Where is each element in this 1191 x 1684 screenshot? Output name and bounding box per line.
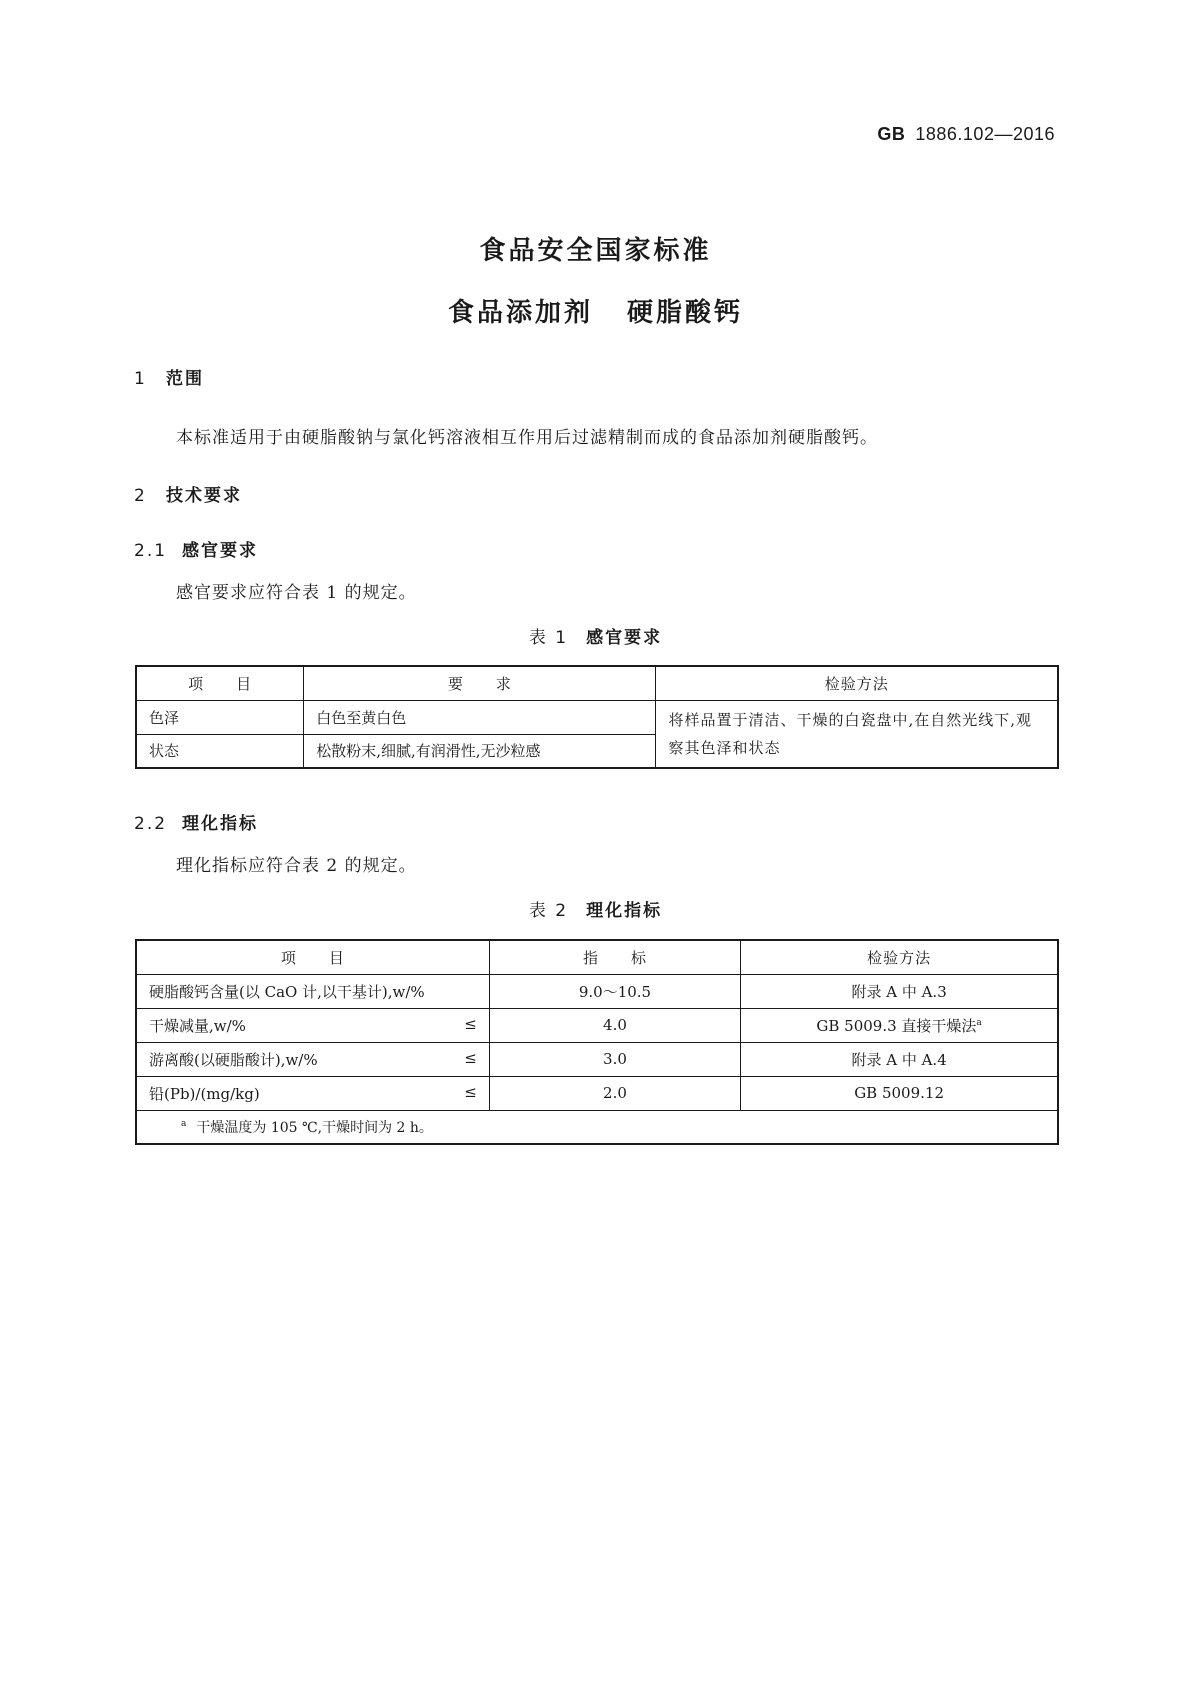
cell-item: 硬脂酸钙含量(以 CaO 计,以干基计),w/% bbox=[136, 974, 489, 1008]
section-1-text: 本标准适用于由硬脂酸钠与氯化钙溶液相互作用后过滤精制而成的食品添加剂硬脂酸钙。 bbox=[176, 428, 878, 448]
le-symbol: ≤ bbox=[464, 1048, 477, 1067]
caption-number: 表 1 bbox=[528, 628, 569, 648]
subtitle-part-2: 硬脂酸钙 bbox=[627, 298, 744, 328]
cell-item: 状态 bbox=[136, 734, 304, 768]
cell-item: 游离酸(以硬脂酸计),w/% ≤ bbox=[136, 1042, 489, 1076]
le-symbol: ≤ bbox=[464, 1014, 477, 1033]
cell-method: GB 5009.12 bbox=[741, 1076, 1058, 1110]
cell-item: 铅(Pb)/(mg/kg) ≤ bbox=[136, 1076, 489, 1110]
section-2-2-text: 理化指标应符合表 2 的规定。 bbox=[176, 856, 417, 876]
table-2-caption bbox=[0, 896, 1191, 921]
footnote-marker: a bbox=[181, 1119, 187, 1130]
cell-value: 9.0～10.5 bbox=[489, 974, 740, 1008]
le-symbol: ≤ bbox=[464, 1082, 477, 1101]
section-2-2-heading bbox=[134, 809, 258, 834]
cell-value: 3.0 bbox=[489, 1042, 740, 1076]
table-row bbox=[136, 1076, 1058, 1110]
cell-value: 2.0 bbox=[489, 1076, 740, 1110]
table-row bbox=[136, 700, 1058, 734]
section-2-1-heading bbox=[134, 536, 258, 561]
subtitle-part-1: 食品添加剂 bbox=[447, 298, 593, 328]
table-header-row bbox=[136, 940, 1058, 974]
cell-item: 干燥减量,w/% ≤ bbox=[136, 1008, 489, 1042]
section-title: 感官要求 bbox=[182, 541, 258, 561]
cell-item: 色泽 bbox=[136, 700, 304, 734]
cell-method: 将样品置于清洁、干燥的白瓷盘中,在自然光线下,观察其色泽和状态 bbox=[656, 700, 1058, 768]
table-row bbox=[136, 1042, 1058, 1076]
caption-title: 感官要求 bbox=[586, 628, 663, 648]
standard-code: 1886.102—2016 bbox=[915, 124, 1055, 144]
table-row bbox=[136, 1008, 1058, 1042]
header-item: 项 目 bbox=[136, 940, 489, 974]
section-title: 技术要求 bbox=[166, 486, 242, 506]
cell-requirement: 松散粉末,细腻,有润滑性,无沙粒感 bbox=[304, 734, 656, 768]
section-2-heading bbox=[134, 481, 242, 506]
section-2-1-text: 感官要求应符合表 1 的规定。 bbox=[176, 583, 417, 603]
cell-value: 4.0 bbox=[489, 1008, 740, 1042]
header-requirement: 要 求 bbox=[304, 666, 656, 700]
document-title: 食品安全国家标准 bbox=[479, 236, 712, 266]
section-number: 1 bbox=[134, 369, 147, 389]
cell-method: 附录 A 中 A.3 bbox=[741, 974, 1058, 1008]
table-1-sensory bbox=[135, 665, 1059, 769]
cell-method: 附录 A 中 A.4 bbox=[741, 1042, 1058, 1076]
section-number: 2.1 bbox=[134, 541, 168, 561]
standard-number bbox=[877, 124, 1055, 145]
header-value: 指 标 bbox=[489, 940, 740, 974]
section-title: 理化指标 bbox=[182, 814, 258, 834]
table-row bbox=[136, 974, 1058, 1008]
cell-requirement: 白色至黄白色 bbox=[304, 700, 656, 734]
caption-title: 理化指标 bbox=[586, 901, 663, 921]
section-title: 范围 bbox=[166, 369, 204, 389]
cell-method: GB 5009.3 直接干燥法$^a$ bbox=[741, 1008, 1058, 1042]
standard-prefix: GB bbox=[877, 124, 906, 144]
table-header-row bbox=[136, 666, 1058, 700]
section-number: 2.2 bbox=[134, 814, 168, 834]
section-1-heading bbox=[134, 364, 204, 389]
header-item: 项 目 bbox=[136, 666, 304, 700]
header-method: 检验方法 bbox=[741, 940, 1058, 974]
document-subtitle bbox=[0, 292, 1191, 329]
table-footnote-row bbox=[136, 1110, 1058, 1144]
table-footnote: $^a$ 干燥温度为 105 ℃,干燥时间为 2 h。 bbox=[136, 1110, 1058, 1144]
table-2-physicochemical bbox=[135, 939, 1059, 1145]
caption-number: 表 2 bbox=[528, 901, 569, 921]
header-method: 检验方法 bbox=[656, 666, 1058, 700]
section-number: 2 bbox=[134, 486, 147, 506]
table-1-caption bbox=[0, 623, 1191, 648]
footnote-marker: a bbox=[976, 1017, 982, 1028]
